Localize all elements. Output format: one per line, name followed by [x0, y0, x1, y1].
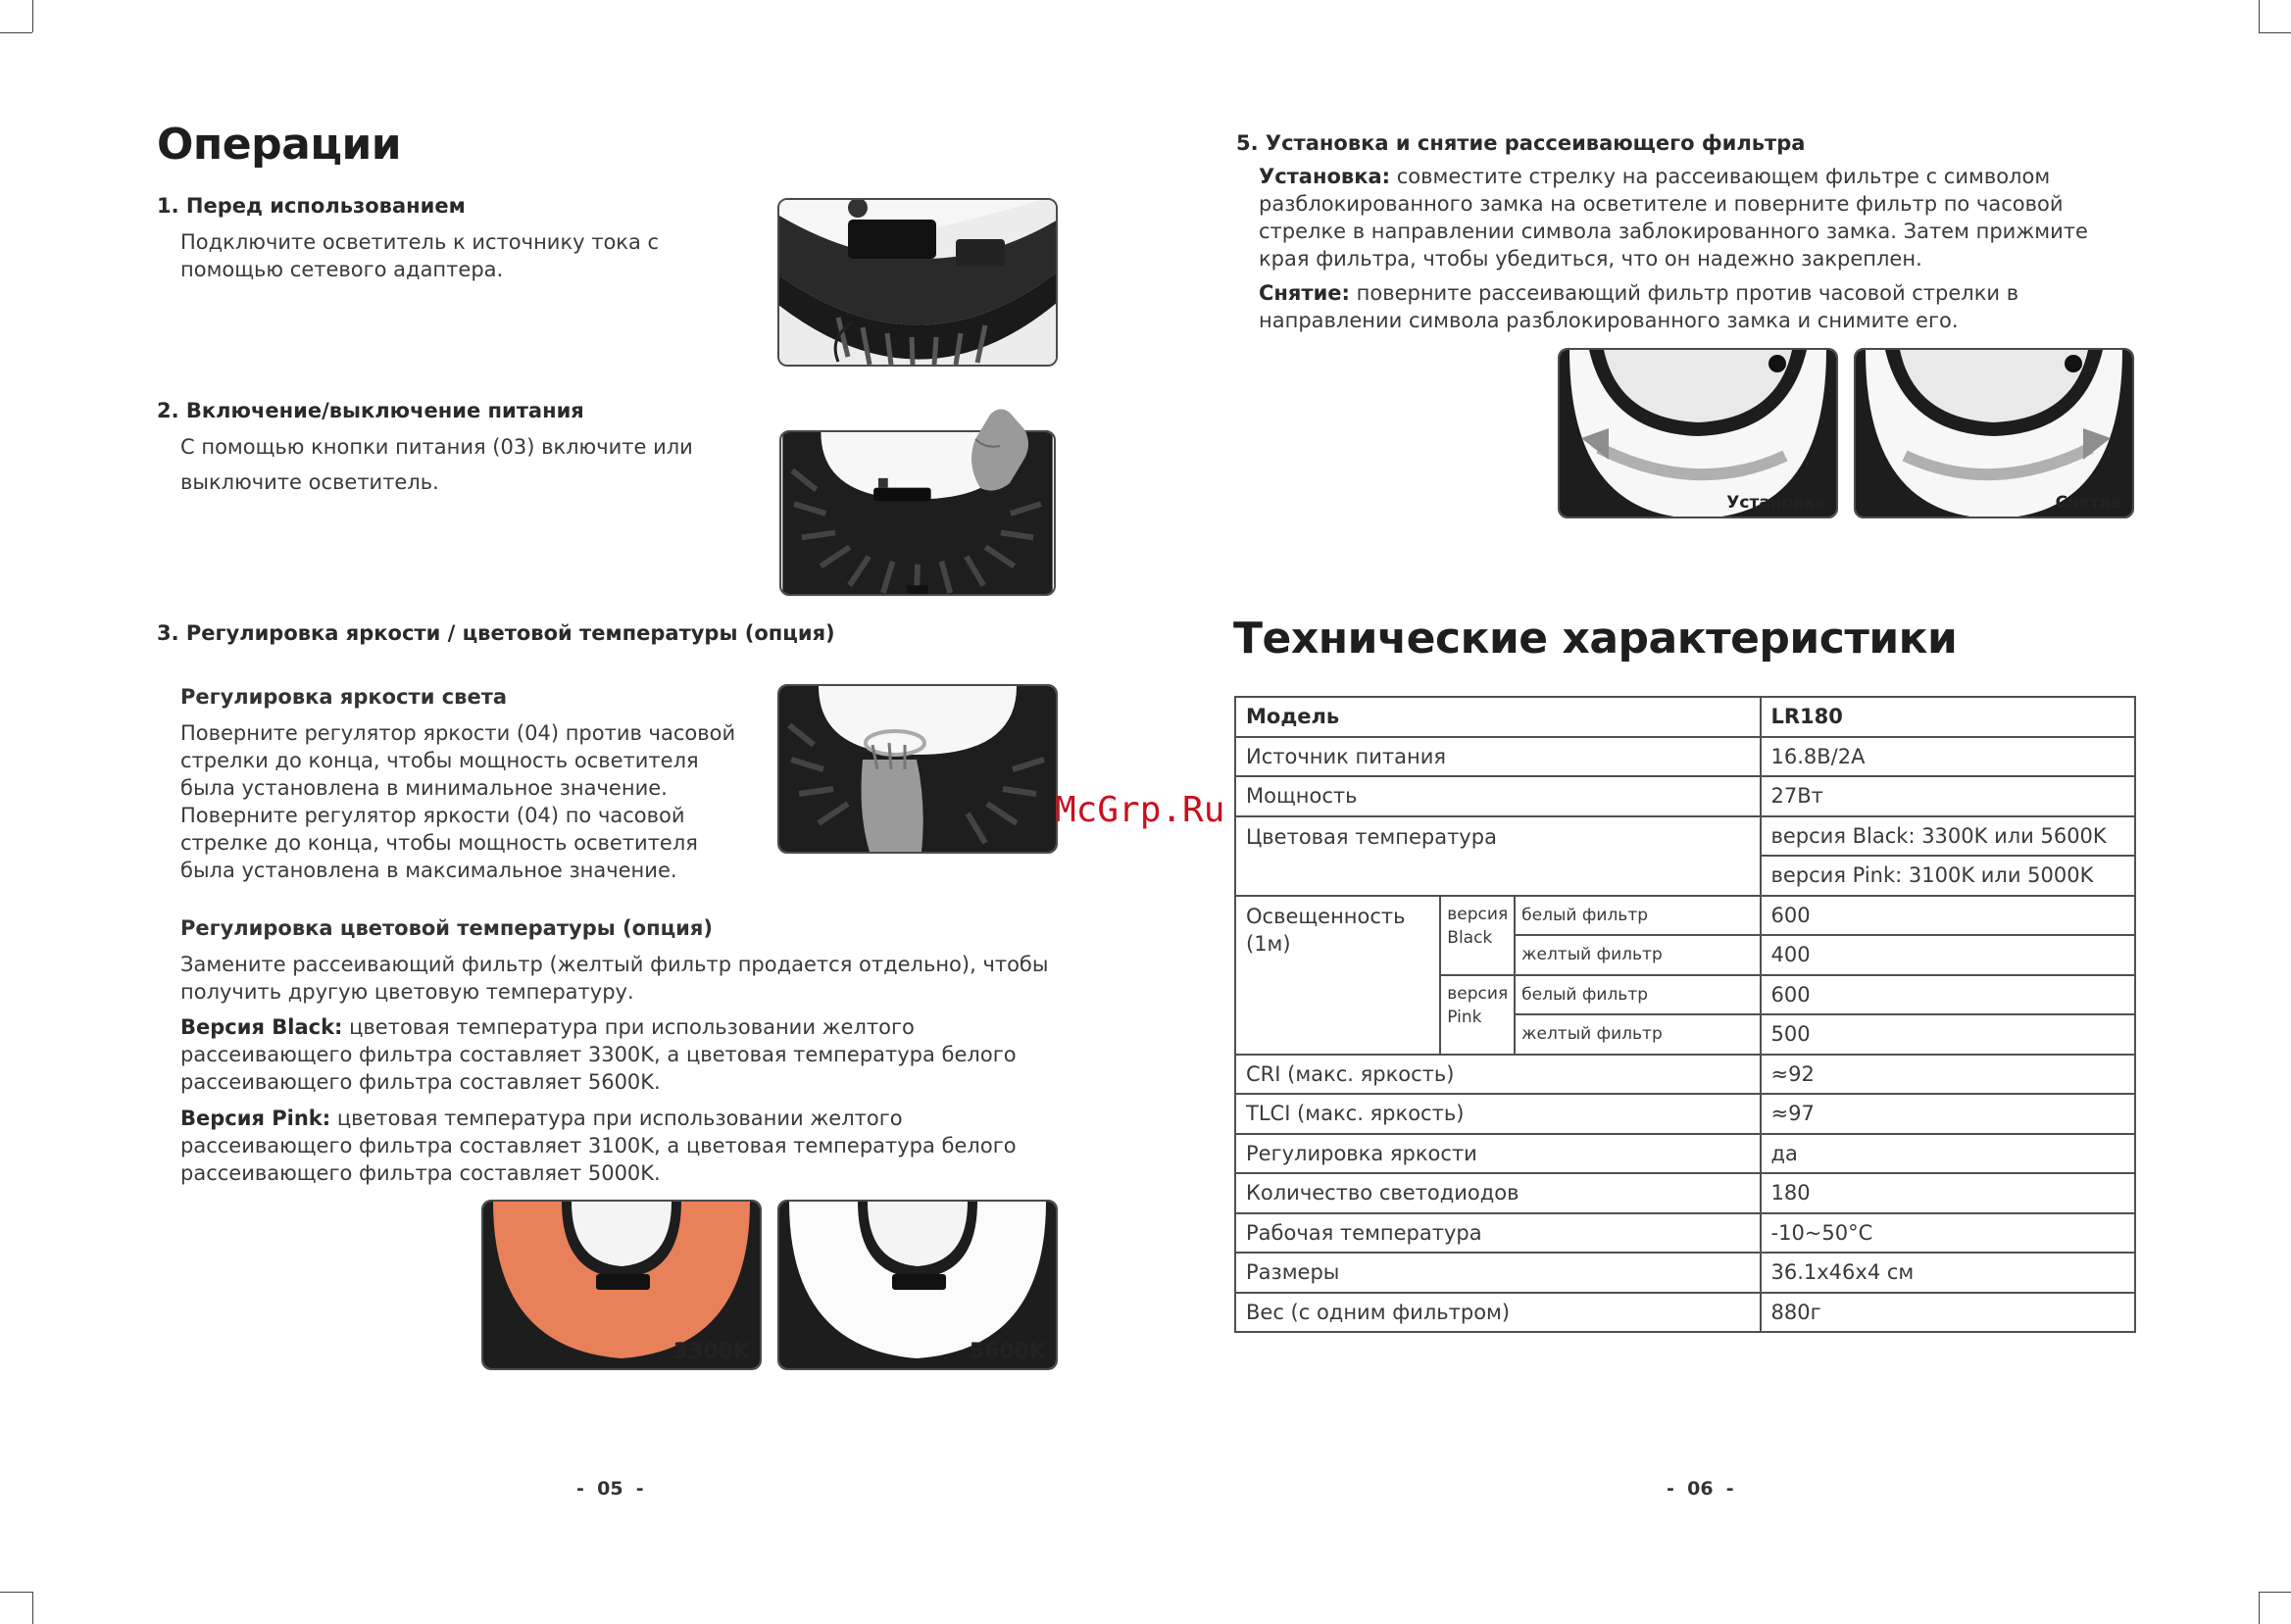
table-row: [1235, 737, 2135, 777]
section-text: Замените рассеивающий фильтр (желтый фильтр продается отдельно), чтобы получить другую цветовую температуру.: [180, 953, 1049, 1004]
photo-install-filter: [1558, 348, 1838, 518]
spec-label: CRI (макс. яркость): [1235, 1055, 1761, 1095]
spec-value: 36.1x46x4 см: [1761, 1253, 2136, 1293]
crop-mark: [0, 1592, 32, 1593]
section-heading: 2. Включение/выключение питания: [157, 399, 584, 422]
table-row: [1235, 1253, 2135, 1293]
table-row: [1235, 1293, 2135, 1333]
spec-label: Источник питания: [1235, 737, 1761, 777]
table-row: [1235, 1213, 2135, 1254]
spec-label: Вес (с одним фильтром): [1235, 1293, 1761, 1333]
page-title: Операции: [157, 120, 402, 170]
crop-mark: [2259, 32, 2291, 33]
section-heading: 3. Регулировка яркости / цветовой температуры (опция): [157, 621, 835, 645]
table-row: [1235, 816, 2135, 857]
section-text: выключите осветитель.: [180, 470, 439, 494]
remove-desc: поверните рассеивающий фильтр против часовой стрелки в направлении символа разблокированного замка и снимите его.: [1259, 281, 2019, 332]
spec-label: Модель: [1235, 697, 1761, 737]
page-number: - 05 -: [576, 1478, 644, 1500]
crop-mark: [0, 32, 32, 33]
specs-title: Технические характеристики: [1233, 614, 1958, 664]
remove-label: Снятие:: [1259, 281, 1350, 305]
spec-label: Освещенность (1м): [1235, 896, 1440, 1055]
pink-version-label: Версия Pink:: [180, 1107, 331, 1130]
table-row: [1235, 896, 2135, 936]
spec-label: Мощность: [1235, 776, 1761, 816]
spec-label: Размеры: [1235, 1253, 1761, 1293]
pink-version-text: [180, 1105, 1063, 1187]
spec-sublabel: версия Black: [1440, 896, 1515, 975]
spec-value: 600: [1761, 896, 2136, 936]
spec-filter: желтый фильтр: [1515, 935, 1760, 975]
section-text: Подключите осветитель к источнику тока с помощью сетевого адаптера.: [180, 230, 660, 281]
spec-value: 16.8В/2А: [1761, 737, 2136, 777]
crop-mark: [2259, 1592, 2291, 1593]
spec-label: Количество светодиодов: [1235, 1173, 1761, 1213]
photo-label: Снятие: [2055, 493, 2122, 513]
spec-value: да: [1761, 1134, 2136, 1174]
specs-table: [1234, 696, 2136, 1333]
spec-value: 400: [1761, 935, 2136, 975]
install-text: [1259, 163, 2141, 272]
spec-label: TLCI (макс. яркость): [1235, 1094, 1761, 1134]
section-heading: 1. Перед использованием: [157, 194, 466, 218]
watermark: McGrp.Ru: [1055, 790, 1225, 830]
black-version-label: Версия Black:: [180, 1015, 343, 1039]
spec-value: 500: [1761, 1014, 2136, 1055]
table-row: [1235, 1134, 2135, 1174]
subsection-heading: Регулировка яркости света: [180, 685, 508, 709]
photo-brightness-knob: [777, 684, 1058, 854]
photo-label: 3300K: [672, 1340, 750, 1364]
table-row: [1235, 1173, 2135, 1213]
spec-filter: белый фильтр: [1515, 896, 1760, 936]
black-version-text: [180, 1013, 1063, 1096]
spec-sublabel: версия Pink: [1440, 975, 1515, 1055]
black-version-desc: цветовая температура при использовании желтого рассеивающего фильтра составляет 3300K, а цветовая температура белого рассеивающего фильтра составляет 5600K.: [180, 1015, 1017, 1094]
crop-mark: [2259, 1592, 2260, 1624]
crop-mark: [32, 1592, 33, 1624]
spec-value: версия Pink: 3100K или 5000K: [1761, 856, 2136, 896]
spec-value: 880г: [1761, 1293, 2136, 1333]
remove-text: [1259, 279, 2141, 334]
spec-value: ≈92: [1761, 1055, 2136, 1095]
install-label: Установка:: [1259, 165, 1391, 188]
section-heading: 5. Установка и снятие рассеивающего фильтра: [1236, 131, 1806, 155]
crop-mark: [2259, 0, 2260, 32]
photo-power-adapter: [777, 198, 1058, 367]
photo-remove-filter: [1854, 348, 2134, 518]
spec-value: LR180: [1761, 697, 2136, 737]
photo-warm-filter: [481, 1200, 762, 1370]
spec-value: ≈97: [1761, 1094, 2136, 1134]
table-row: [1235, 776, 2135, 816]
section-text: С помощью кнопки питания (03) включите или: [180, 435, 693, 459]
photo-cold-filter: [777, 1200, 1058, 1370]
table-row: [1235, 1055, 2135, 1095]
spec-label: Регулировка яркости: [1235, 1134, 1761, 1174]
table-row: [1235, 1094, 2135, 1134]
spec-filter: желтый фильтр: [1515, 1014, 1760, 1055]
spec-label: Цветовая температура: [1235, 816, 1761, 896]
crop-mark: [32, 0, 33, 32]
photo-power-button: [777, 428, 1058, 598]
spec-value: -10~50°C: [1761, 1213, 2136, 1254]
spec-filter: белый фильтр: [1515, 975, 1760, 1015]
install-desc: совместите стрелку на рассеивающем фильтре с символом разблокированного замка на осветителе и поверните фильтр по часовой стрелке в направлении символа заблокированного замка. Затем прижмите края фильтра, чтобы убедиться, что он надежно закреплен.: [1259, 165, 2088, 271]
spec-value: 600: [1761, 975, 2136, 1015]
spec-value: версия Black: 3300K или 5600K: [1761, 816, 2136, 857]
pink-version-desc: цветовая температура при использовании желтого рассеивающего фильтра составляет 3100K, а цветовая температура белого рассеивающего фильтра составляет 5000K.: [180, 1107, 1017, 1185]
photo-label: 5600K: [969, 1340, 1046, 1364]
spec-value: 180: [1761, 1173, 2136, 1213]
page-number: - 06 -: [1667, 1478, 1734, 1500]
photo-label: Установка: [1726, 493, 1826, 513]
subsection-heading: Регулировка цветовой температуры (опция): [180, 916, 713, 940]
section-text: Поверните регулятор яркости (04) против часовой стрелки до конца, чтобы мощность осветителя была установлена в минимальное значение. Поверните регулятор яркости (04) по часовой стрелке до конца, чтобы мощность осветителя была установлена в максимальное значение.: [180, 721, 736, 882]
table-row: [1235, 697, 2135, 737]
spec-label: Рабочая температура: [1235, 1213, 1761, 1254]
spec-value: 27Вт: [1761, 776, 2136, 816]
